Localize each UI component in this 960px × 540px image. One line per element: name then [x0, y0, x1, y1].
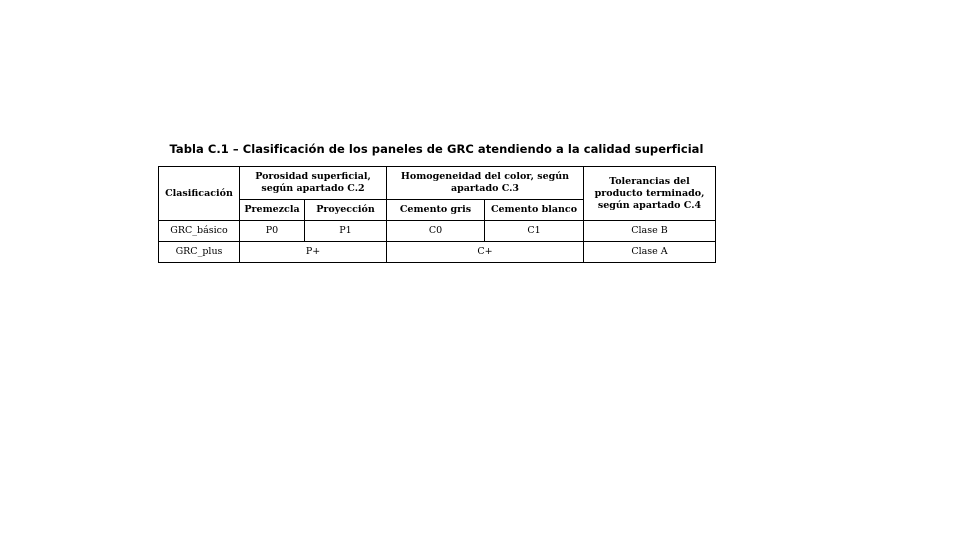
cell-porosidad: P+: [240, 242, 387, 263]
cell-tolerancias: Clase B: [584, 221, 716, 242]
cell-cemento-gris: C0: [387, 221, 485, 242]
table-row: [159, 242, 716, 263]
header-cemento-gris: Cemento gris: [387, 200, 485, 221]
cell-homogeneidad: C+: [387, 242, 584, 263]
cell-clasificacion: GRC_plus: [159, 242, 240, 263]
header-clasificacion: Clasificación: [159, 167, 240, 221]
header-homogeneidad: Homogeneidad del color, según apartado C.3: [387, 167, 584, 200]
table-row: [159, 221, 716, 242]
header-row-1: [159, 167, 716, 200]
cell-tolerancias: Clase A: [584, 242, 716, 263]
header-cemento-blanco: Cemento blanco: [485, 200, 584, 221]
classification-table: [158, 166, 716, 263]
header-proyeccion: Proyección: [305, 200, 387, 221]
cell-premezcla: P0: [240, 221, 305, 242]
header-premezcla: Premezcla: [240, 200, 305, 221]
header-tolerancias: Tolerancias del producto terminado, según apartado C.4: [584, 167, 716, 221]
cell-clasificacion: GRC_básico: [159, 221, 240, 242]
header-porosidad: Porosidad superficial, según apartado C.2: [240, 167, 387, 200]
cell-proyeccion: P1: [305, 221, 387, 242]
cell-cemento-blanco: C1: [485, 221, 584, 242]
table-caption: Tabla C.1 – Clasificación de los paneles de GRC atendiendo a la calidad superficial: [169, 142, 704, 156]
